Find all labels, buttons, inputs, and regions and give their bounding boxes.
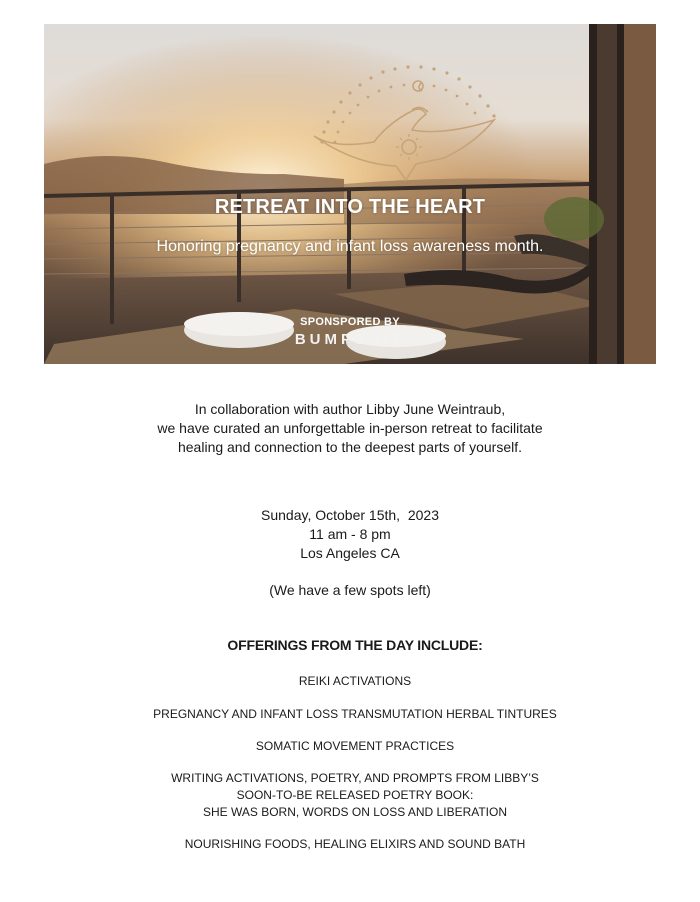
offering-line: REIKI ACTIVATIONS — [298, 674, 412, 688]
intro-line: healing and connection to the deepest parts of yourself. — [177, 439, 522, 455]
retreat-subtitle: Honoring pregnancy and infant loss awareness month. — [156, 238, 544, 255]
intro-paragraph — [100, 400, 600, 457]
offering-line: SHE WAS BORN, WORDS ON LOSS AND LIBERATION — [202, 805, 508, 819]
sponsor-logo: BUMPSUIT — [294, 331, 406, 348]
offering-line: PREGNANCY AND INFANT LOSS TRANSMUTATION HERBAL TINTURES — [153, 707, 557, 721]
intro-line: we have curated an unforgettable in-person retreat to facilitate — [157, 420, 543, 436]
offering-line: SOON-TO-BE RELEASED POETRY BOOK: — [236, 788, 474, 802]
sponsor-label: SPONSPORED BY — [300, 316, 400, 328]
retreat-title: RETREAT INTO THE HEART — [214, 196, 486, 218]
offering-item — [60, 706, 650, 723]
hero-banner — [44, 24, 656, 364]
offering-item — [60, 738, 650, 755]
event-date: Sunday, October 15th, 2023 — [261, 507, 439, 523]
offering-line: SOMATIC MOVEMENT PRACTICES — [255, 739, 455, 753]
event-time: 11 am - 8 pm — [309, 526, 391, 542]
offering-line: NOURISHING FOODS, HEALING ELIXIRS AND SOUND BATH — [184, 837, 526, 851]
bird-sun-moon-icon — [44, 24, 656, 364]
offering-item — [60, 836, 650, 853]
offering-line: WRITING ACTIVATIONS, POETRY, AND PROMPTS FROM LIBBY’S — [171, 771, 539, 785]
event-location: Los Angeles CA — [300, 545, 400, 561]
offering-item — [60, 770, 650, 821]
offering-item — [60, 673, 650, 690]
offerings-heading: OFFERINGS FROM THE DAY INCLUDE: — [227, 637, 483, 653]
intro-line: In collaboration with author Libby June Weintraub, — [194, 401, 506, 417]
availability-note: (We have a few spots left) — [269, 582, 431, 598]
event-details — [150, 506, 550, 563]
